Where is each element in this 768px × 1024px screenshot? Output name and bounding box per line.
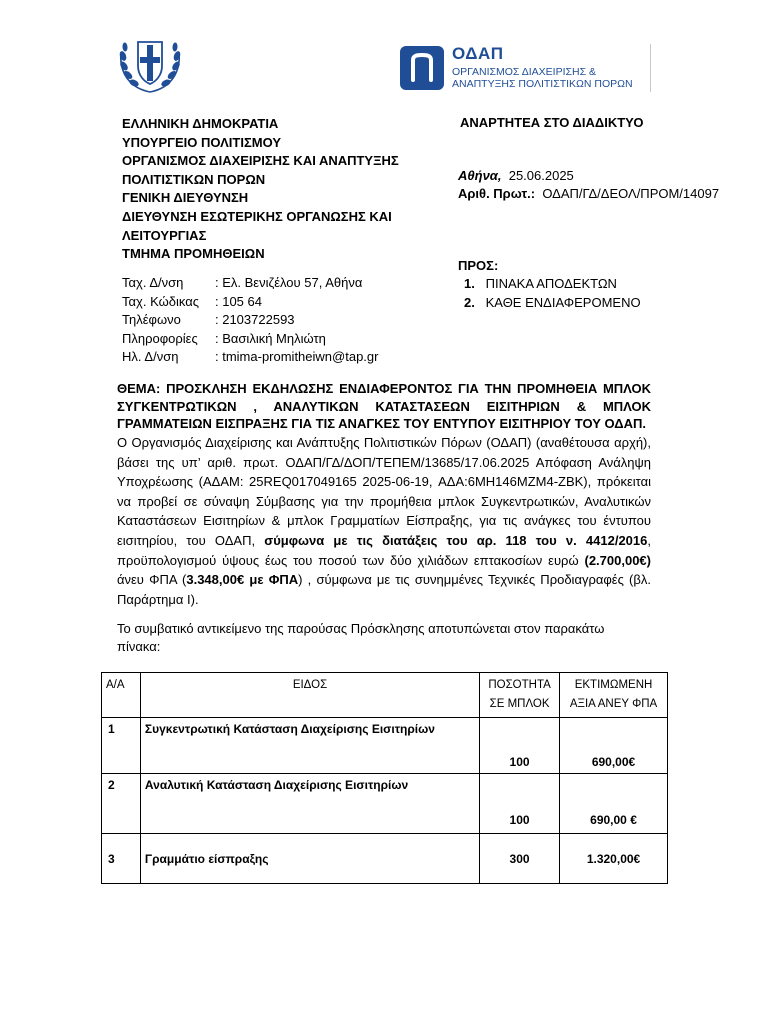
date-value: 25.06.2025 — [508, 168, 574, 183]
date-label: Αθήνα, — [458, 168, 502, 183]
subject: ΘΕΜΑ: ΠΡΟΣΚΛΗΣΗ ΕΚΔΗΛΩΣΗΣ ΕΝΔΙΑΦΕΡΟΝΤΟΣ ΓΙΑ ΤΗΝ ΠΡΟΜΗΘΕΙΑ ΜΠΛΟΚ ΣΥΓΚΕΝΤΡΩΤΙΚΩΝ , ΑΝΑΛΥΤΙΚΩΝ ΚΑΤΑΣΤΑΣΕΩΝ ΕΙΣΙΤΗΡΙΩΝ & ΜΠΛΟΚ ΓΡΑΜΜΑΤΕΙΩΝ ΕΙΣΠΡΑΞΗΣ ΓΙΑ ΤΙΣ ΑΝΑΓΚΕΣ ΤΟΥ ΕΝΤΥΠΟΥ ΕΙΣΙΤΗΡΙΟΥ ΤΟΥ ΟΔΑΠ. — [117, 381, 651, 431]
recipient-text: ΠΙΝΑΚΑ ΑΠΟΔΕΚΤΩΝ — [485, 276, 617, 291]
recipients-list — [464, 275, 641, 312]
contact-value: : 105 64 — [215, 293, 262, 309]
contact-value: : Βασιλική Μηλιώτη — [215, 330, 326, 346]
table-row — [102, 774, 668, 834]
table-header: ΕΚΤΙΜΩΜΕΝΗ ΑΞΙΑ ΑΝΕΥ ΦΠΑ — [560, 673, 668, 718]
contact-row — [122, 348, 378, 367]
item-value: 690,00€ — [560, 718, 668, 774]
table-header-row — [102, 673, 668, 718]
protocol-value: ΟΔΑΠ/ΓΔ/ΔΕΟΛ/ΠΡΟΜ/14097 — [542, 186, 720, 201]
org-line: ΔΙΕΥΘΥΝΣΗ ΕΣΩΤΕΡΙΚΗΣ ΟΡΓΑΝΩΣΗΣ ΚΑΙ ΛΕΙΤΟΥΡΓΙΑΣ — [122, 208, 392, 243]
recipient-item — [464, 294, 641, 313]
body-text: , προϋπολογισμού ύψους έως του ποσού των δύο χιλιάδων επτακοσίων ευρώ — [117, 532, 651, 568]
protocol-number — [458, 186, 719, 201]
table-intro: Το συμβατικό αντικείμενο της παρούσας Πρόσκλησης αποτυπώνεται στον παρακάτω πίνακα: — [117, 621, 605, 654]
org-line: ΓΕΝΙΚΗ ΔΙΕΥΘΥΝΣΗ — [122, 190, 249, 206]
contact-email[interactable]: : tmima-promitheiwn@tap.gr — [215, 349, 379, 364]
odap-logo-name: ΟΔΑΠ — [452, 44, 504, 63]
table-header: ΕΙΔΟΣ — [140, 673, 479, 718]
contact-label: Ηλ. Δ/νση — [122, 349, 179, 364]
odap-logo-subtitle-line1: ΟΡΓΑΝΙΣΜΟΣ ΔΙΑΧΕΙΡΙΣΗΣ & — [452, 66, 596, 78]
recipient-number: 2. — [464, 294, 475, 310]
amount-without-vat: (2.700,00€) — [584, 552, 651, 568]
body-paragraph — [117, 433, 651, 609]
table-header: Α/Α — [102, 673, 141, 718]
row-number: 3 — [102, 834, 141, 884]
greek-emblem-icon — [115, 30, 185, 96]
body-text: άνευ ΦΠΑ ( — [117, 572, 187, 588]
contact-label: Ταχ. Δ/νση — [122, 275, 184, 290]
contact-row — [122, 274, 378, 293]
issuing-authority — [122, 115, 422, 264]
org-line: ΕΛΛΗΝΙΚΗ ΔΗΜΟΚΡΑΤΙΑ — [122, 116, 279, 131]
contact-row — [122, 293, 378, 312]
table-row — [102, 834, 668, 884]
row-number: 2 — [102, 774, 141, 834]
amount-with-vat: 3.348,00€ με ΦΠΑ — [186, 572, 299, 588]
item-quantity: 300 — [480, 834, 560, 884]
recipient-number: 1. — [464, 276, 475, 291]
item-quantity: 100 — [480, 718, 560, 774]
contact-row — [122, 311, 378, 330]
contact-value: : Ελ. Βενιζέλου 57, Αθήνα — [215, 275, 363, 290]
contact-value: : 2103722593 — [215, 312, 295, 327]
items-table — [101, 672, 668, 884]
document-date — [458, 168, 574, 183]
post-notice: ΑΝΑΡΤΗΤΕΑ ΣΤΟ ΔΙΑΔΙΚΤΥΟ — [460, 115, 644, 130]
org-line: ΤΜΗΜΑ ΠΡΟΜΗΘΕΙΩΝ — [122, 246, 265, 262]
contact-label: Τηλέφωνο — [122, 312, 181, 327]
item-value: 690,00 € — [560, 774, 668, 834]
item-quantity: 100 — [480, 774, 560, 834]
odap-logo-subtitle-line2: ΑΝΑΠΤΥΞΗΣ ΠΟΛΙΤΙΣΤΙΚΩΝ ΠΟΡΩΝ — [452, 78, 633, 90]
odap-logo-icon — [400, 46, 444, 90]
item-value: 1.320,00€ — [560, 834, 668, 884]
recipient-item — [464, 275, 641, 294]
odap-logo — [400, 44, 655, 92]
contact-row — [122, 330, 378, 349]
table-header: ΠΟΣΟΤΗΤΑ ΣΕ ΜΠΛΟΚ — [480, 673, 560, 718]
logo-divider — [650, 44, 651, 92]
item-name: Συγκεντρωτική Κατάσταση Διαχείρισης Εισιτηρίων — [140, 718, 479, 774]
contact-label: Πληροφορίες — [122, 330, 198, 346]
table-row — [102, 718, 668, 774]
org-line: ΥΠΟΥΡΓΕΙΟ ΠΟΛΙΤΙΣΜΟΥ — [122, 134, 282, 150]
org-line: ΟΡΓΑΝΙΣΜΟΣ ΔΙΑΧΕΙΡΙΣΗΣ ΚΑΙ ΑΝΑΠΤΥΞΗΣ ΠΟΛΙΤΙΣΤΙΚΩΝ ΠΟΡΩΝ — [122, 153, 399, 187]
body-text: ) , σύμφωνα με τις συνημμένες Τεχνικές Προδιαγραφές (βλ. Παράρτημα Ι). — [117, 572, 651, 607]
item-name: Αναλυτική Κατάσταση Διαχείρισης Εισιτηρίων — [140, 774, 479, 834]
row-number: 1 — [102, 718, 141, 774]
odap-logo-subtitle — [452, 66, 633, 90]
body-text: Ο Οργανισμός Διαχείρισης και Ανάπτυξης Πολιτιστικών Πόρων (ΟΔΑΠ) (αναθέτουσα αρχή), βάσει της υπ’ αριθ. πρωτ. ΟΔΑΠ/ΓΔ/ΔΟΠ/ΤΕΠΕΜ/13685/17.06.2025 Απόφαση Ανάληψη Υποχρέωσης (ΑΔΑΜ: 25REQ017049165 2025-06-19, ΑΔΑ:6ΜΗ146ΜΖΜ4-ΖΒΚ), πρόκειται να προβεί σε σύναψη Σύμβασης για την προμήθεια μπλοκ Συγκεντρωτικών, Αναλυτικών Καταστάσεων Εισιτηρίων & μπλοκ Γραμματίων Είσπραξης, για τις ανάγκες του έντυπου εισιτηρίου, του ΟΔΑΠ, — [117, 435, 651, 548]
body-bold-text: σύμφωνα με τις διατάξεις του αρ. 118 του ν. 4412/2016 — [264, 532, 648, 548]
contact-label: Ταχ. Κώδικας — [122, 293, 199, 309]
recipients-label: ΠΡΟΣ: — [458, 258, 499, 273]
contact-details — [122, 274, 378, 367]
item-name: Γραμμάτιο είσπραξης — [140, 834, 479, 884]
protocol-label: Αριθ. Πρωτ.: — [458, 186, 536, 201]
recipient-text: ΚΑΘΕ ΕΝΔΙΑΦΕΡΟΜΕΝΟ — [485, 294, 641, 310]
